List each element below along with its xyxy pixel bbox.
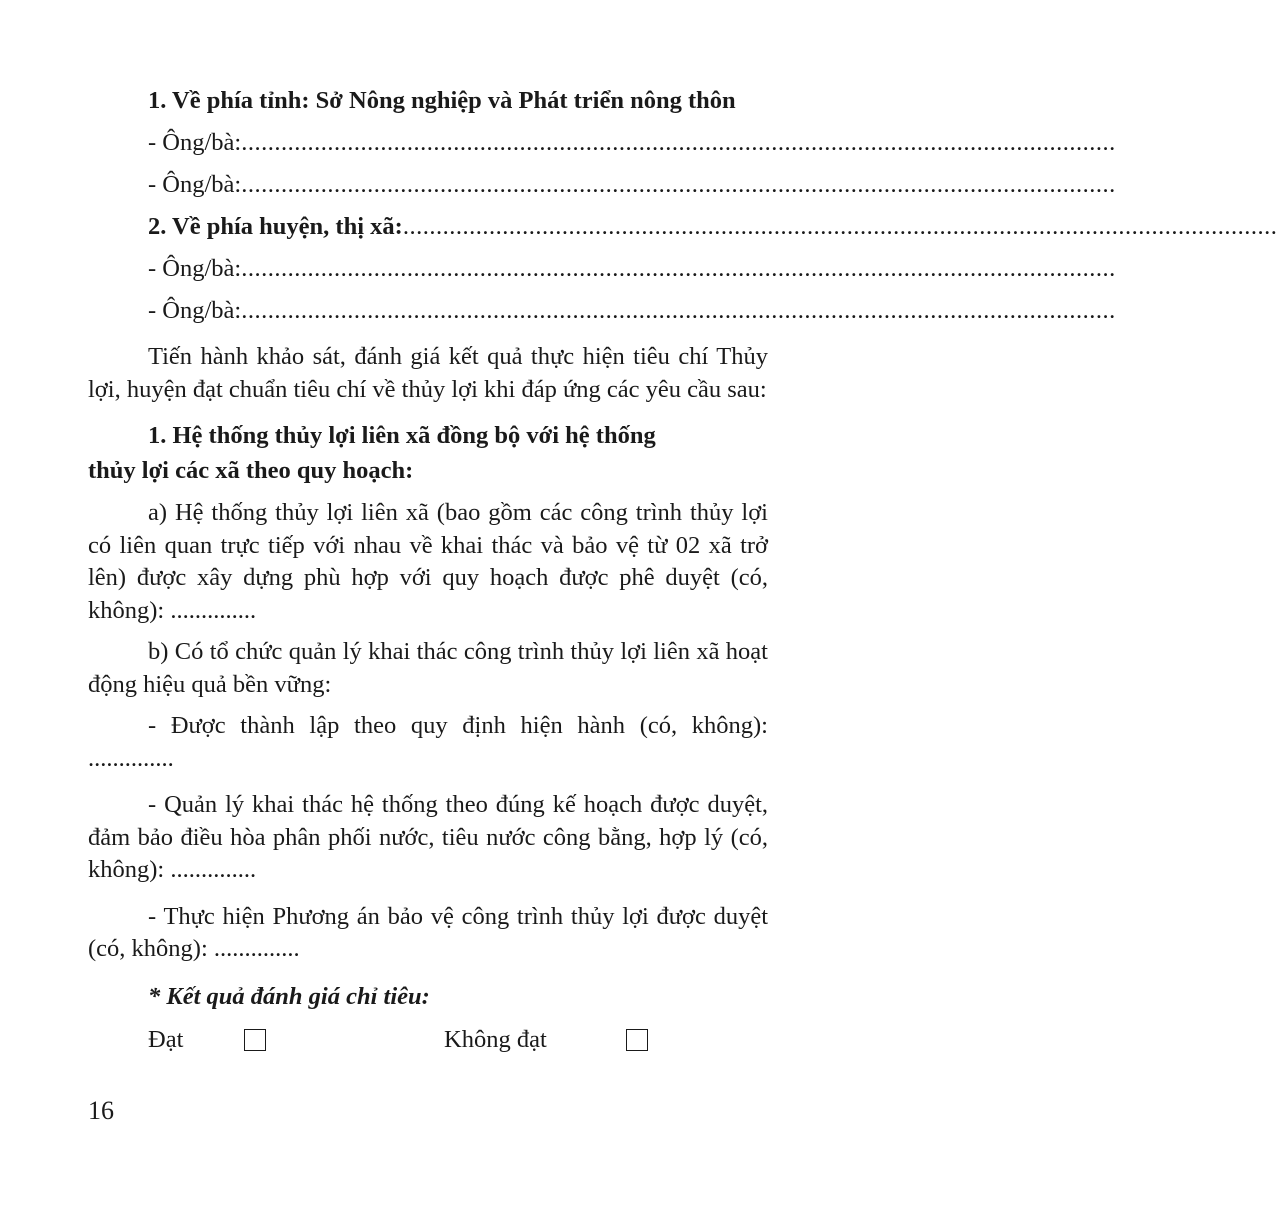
section2-heading-line <box>88 206 1277 248</box>
section2-person-line-2 <box>88 290 1116 332</box>
intro-paragraph: Tiến hành khảo sát, đánh giá kết quả thực hiện tiêu chí Thủy lợi, huyện đạt chuẩn tiêu chí về thủy lợi khi đáp ứng các yêu cầu sau: <box>88 343 768 403</box>
section2-heading: 2. Về phía huyện, thị xã: <box>148 213 403 240</box>
dot-leader: .................................................................................................................................... <box>241 297 1116 324</box>
section1-person-line-2 <box>88 164 1116 206</box>
sub-item-2: - Quản lý khai thác hệ thống theo đúng kế hoạch được duyệt, đảm bảo điều hòa phân phối nước, tiêu nước công bằng, hợp lý (có, không): .............. <box>88 791 768 883</box>
person-label: - Ông/bà: <box>148 297 242 324</box>
evaluation-heading: * Kết quả đánh giá chỉ tiêu: <box>148 982 430 1010</box>
sub-item-3: - Thực hiện Phương án bảo vệ công trình thủy lợi được duyệt (có, không): .............. <box>88 902 768 962</box>
dot-leader: .................................................................................................................................... <box>241 171 1116 198</box>
fail-checkbox[interactable] <box>626 1029 648 1051</box>
section1-person-line-1 <box>88 122 1116 164</box>
dot-leader: .................................................................................................................................... <box>241 129 1116 156</box>
criterion1-heading-line1: 1. Hệ thống thủy lợi liên xã đồng bộ với hệ thống <box>148 422 656 449</box>
item-b-paragraph: b) Có tổ chức quản lý khai thác công trình thủy lợi liên xã hoạt động hiệu quả bền vững: <box>88 638 768 698</box>
pass-checkbox[interactable] <box>244 1029 266 1051</box>
dot-leader: .................................................................................................................................... <box>402 213 1277 240</box>
pass-label: Đạt <box>148 1025 184 1053</box>
section1-heading: 1. Về phía tỉnh: Sở Nông nghiệp và Phát triển nông thôn <box>148 87 736 114</box>
person-label: - Ông/bà: <box>148 171 242 198</box>
person-label: - Ông/bà: <box>148 255 242 282</box>
document-body <box>88 80 1277 1062</box>
person-label: - Ông/bà: <box>148 129 242 156</box>
item-a-paragraph: a) Hệ thống thủy lợi liên xã (bao gồm các công trình thủy lợi có liên quan trực tiếp với nhau về khai thác và bảo vệ từ 02 xã trở lên) được xây dựng phù hợp với quy hoạch được phê duyệt (có, không): .............. <box>88 499 768 624</box>
sub-item-1: - Được thành lập theo quy định hiện hành (có, không): .............. <box>88 712 768 772</box>
page-number: 16 <box>88 1096 114 1125</box>
criterion1-heading-line2: thủy lợi các xã theo quy hoạch: <box>88 457 414 484</box>
section2-person-line-1 <box>88 248 1116 290</box>
fail-label: Không đạt <box>444 1025 547 1053</box>
dot-leader: .................................................................................................................................... <box>241 255 1116 282</box>
evaluation-options <box>88 1018 768 1062</box>
